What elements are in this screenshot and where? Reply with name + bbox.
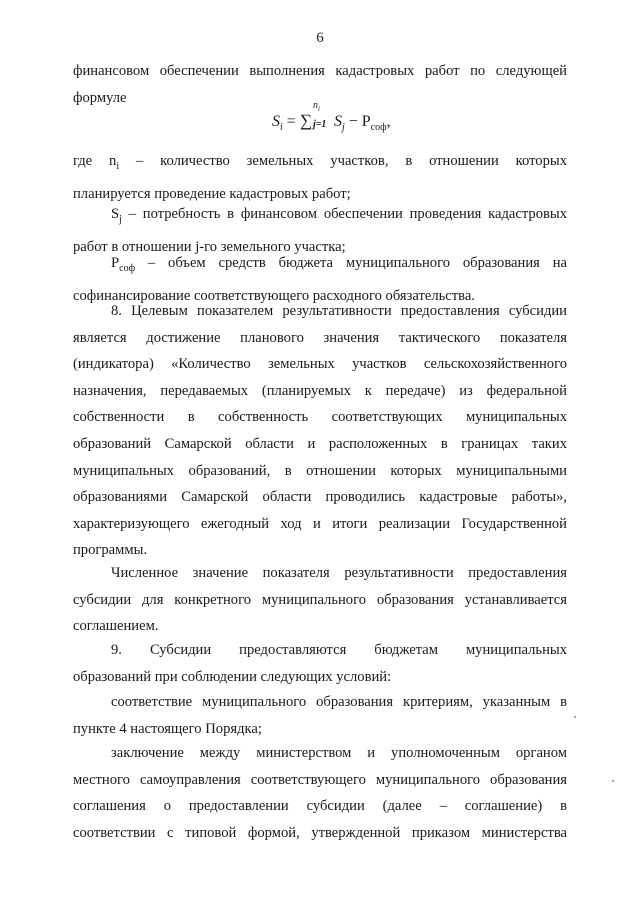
condition-1 (73, 689, 567, 742)
para8-line: является достижение планового значения тактического показателя (73, 329, 567, 346)
formula-p-sub: соф (370, 122, 387, 134)
formula-term-sub: j (341, 122, 345, 134)
intro-line-2: формуле (73, 89, 127, 106)
sum-lower-limit: j=1 (312, 119, 327, 130)
numeric-line: соглашением. (73, 618, 159, 635)
condition1-line: соответствие муниципального образования критериям, указанным в (111, 694, 567, 710)
formula-term: S (333, 113, 342, 130)
def-sj-symbol: S (111, 206, 120, 222)
para8-line: характеризующего ежегодный ход и итоги реализации Государственной (73, 515, 567, 532)
condition2-line: местного самоуправления соответствующего муниципального образования (73, 771, 567, 788)
sum-upper-n: n (312, 100, 318, 111)
para8-line: образованиями Самарской области проводились кадастровые работы», (73, 489, 567, 506)
sum-limits (312, 100, 334, 130)
condition2-line: соответствии с типовой формой, утвержденной приказом министерства (73, 824, 567, 841)
paragraph-9 (73, 637, 567, 690)
formula-lhs-sub: i (280, 122, 283, 134)
condition-2 (73, 740, 567, 846)
paragraph-numeric-value (73, 560, 567, 640)
para8-line: собственности в собственность соответствующих муниципальных (73, 409, 567, 426)
para8-line: 8. Целевым показателем результативности предоставления субсидии (111, 303, 567, 319)
para9-line: образований при соблюдении следующих условий: (73, 668, 392, 685)
formula-eq: = (282, 113, 300, 130)
def-ni-line-2: планируется проведение кадастровых работ; (73, 185, 351, 202)
def-sj-sub: j (119, 213, 122, 225)
page-number: 6 (316, 30, 324, 46)
para9-line: 9. Субсидии предоставляются бюджетам муниципальных (111, 642, 567, 658)
condition2-line: соглашения о предоставлении субсидии (далее – соглашение) в (73, 798, 567, 815)
numeric-line: Численное значение показателя результативности предоставления (111, 565, 567, 581)
para8-line: назначения, передаваемых (планируемых к передаче) из федеральной (73, 382, 567, 399)
definitions-block (73, 148, 567, 207)
condition2-line: заключение между министерством и уполномоченным органом (111, 745, 567, 761)
def-ni-prefix: где n (73, 153, 117, 169)
def-sj-line-1 (73, 201, 567, 234)
def-ni-sub: i (116, 160, 120, 172)
def-p-line-2: софинансирование соответствующего расходного обязательства. (73, 287, 475, 304)
def-sj-line-2: работ в отношении j-го земельного участка; (73, 238, 346, 255)
def-ni-line-1 (73, 148, 567, 181)
formula-minus: − P (344, 113, 371, 130)
formula-lhs: S (272, 113, 280, 130)
sum-symbol: ∑ (299, 111, 312, 130)
def-p-rest: – объем средств бюджета муниципального образования на (135, 255, 567, 271)
paragraph-8 (73, 298, 567, 564)
def-sj-rest: – потребность в финансовом обеспечении проведения кадастровых (121, 206, 567, 222)
para8-line: (индикатора) «Количество земельных участков сельскохозяйственного (73, 356, 567, 373)
sum-upper-limit (313, 100, 320, 113)
intro-block (73, 58, 567, 111)
def-p-symbol: P (111, 255, 120, 271)
para8-line: муниципальных образований, в отношении которых муниципальными (73, 462, 567, 479)
def-p-line-1 (73, 250, 567, 283)
para8-line: программы. (73, 542, 148, 559)
formula (272, 100, 391, 134)
scan-speck (574, 716, 576, 718)
formula-end: , (386, 113, 391, 130)
def-ni-rest: – количество земельных участков, в отношении которых (119, 153, 567, 169)
scan-speck (612, 780, 614, 782)
para8-line: образований Самарской области и расположенных в границах таких (73, 435, 567, 452)
intro-line-1: финансовом обеспечении выполнения кадастровых работ по следующей (73, 63, 567, 79)
sum-upper-sub: i (317, 105, 320, 113)
condition1-line: пункте 4 настоящего Порядка; (73, 720, 262, 737)
numeric-line: субсидии для конкретного муниципального образования устанавливается (73, 591, 567, 608)
def-p-sub: соф (119, 262, 136, 274)
